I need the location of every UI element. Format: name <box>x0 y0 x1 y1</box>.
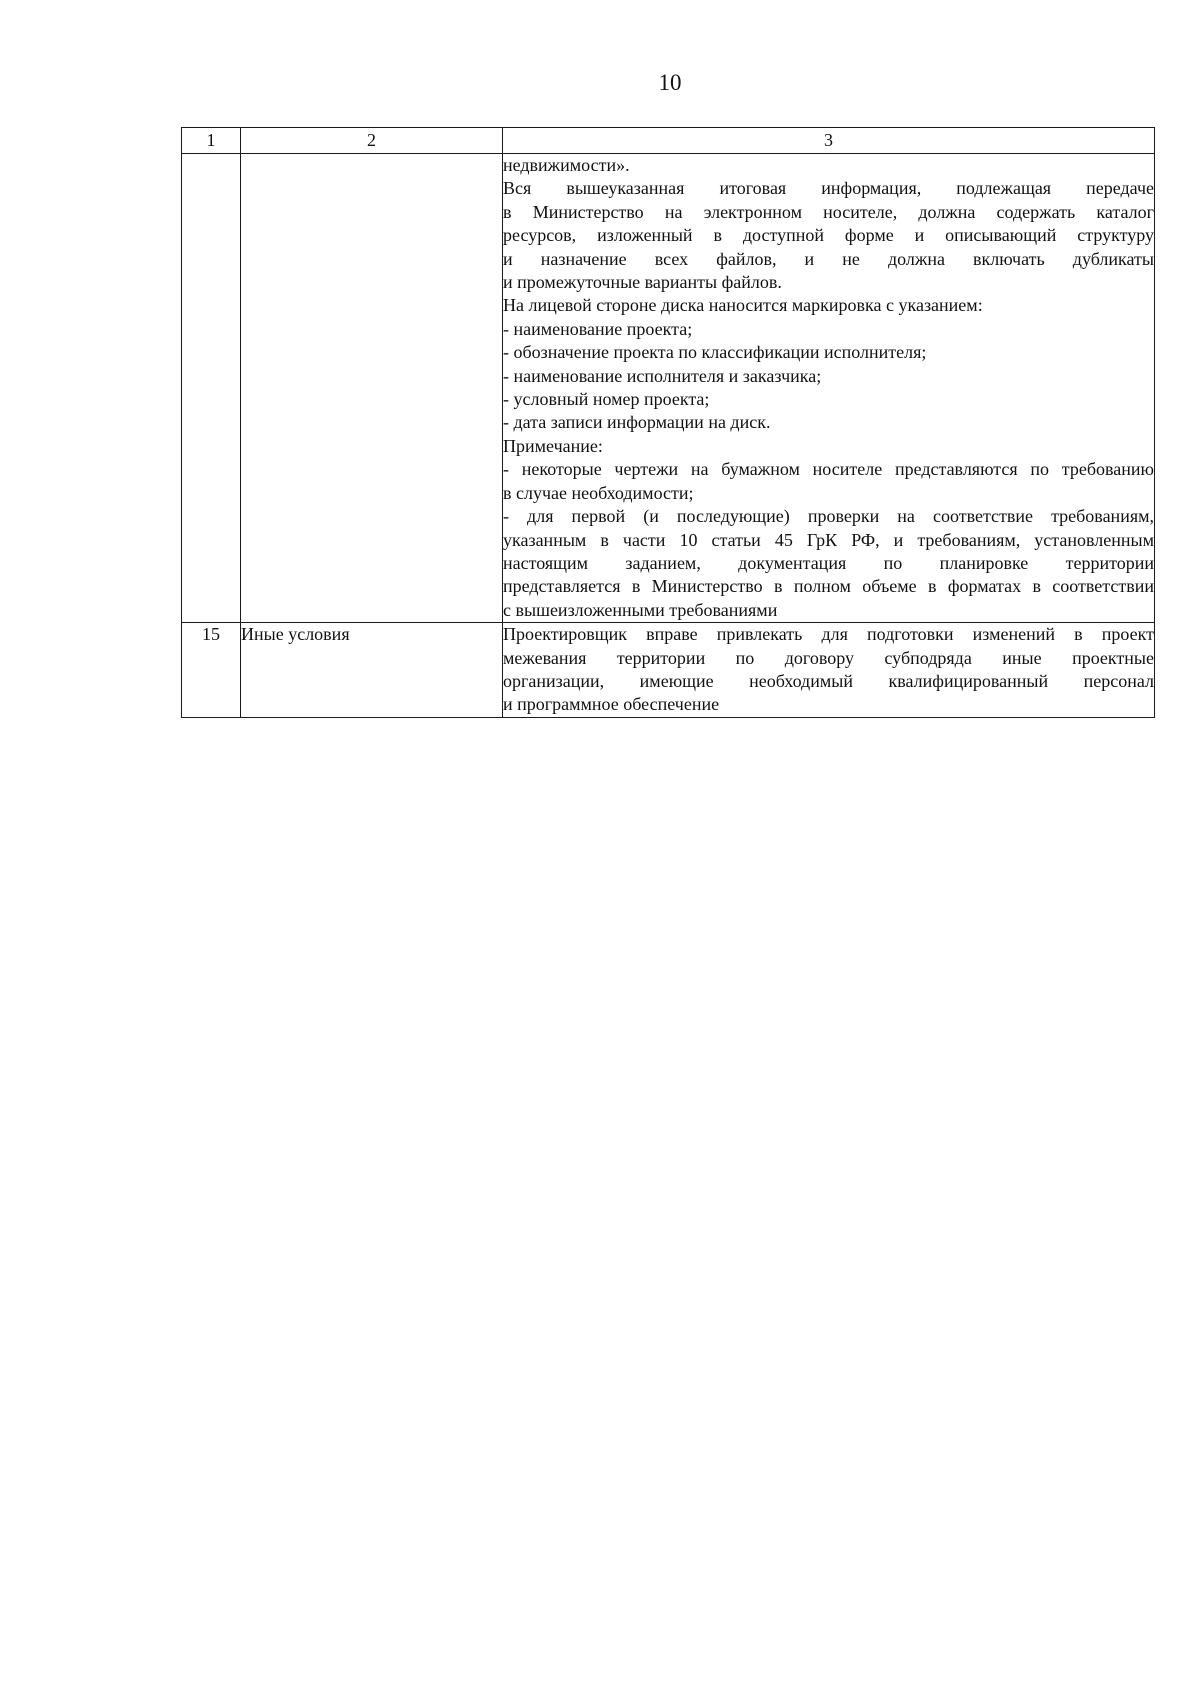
content-line: и назначение всех файлов, и не должна включать дубликаты <box>503 248 1154 269</box>
content-line: указанным в части 10 статьи 45 ГрК РФ, и требованиям, установленным <box>503 529 1154 550</box>
column-header-name: 2 <box>241 128 503 154</box>
content-line: ресурсов, изложенный в доступной форме и описывающий структуру <box>503 225 1154 246</box>
content-line: - условный номер проекта; <box>503 389 710 410</box>
content-line: - некоторые чертежи на бумажном носителе представляются по требованию <box>503 459 1154 480</box>
content-line: представляется в Министерство в полном объеме в форматах в соответствии <box>503 576 1154 597</box>
content-line: недвижимости». <box>503 155 630 175</box>
content-line: Проектировщик вправе привлекать для подготовки изменений в проект <box>503 624 1154 645</box>
row-name-cell <box>241 154 503 623</box>
table-row <box>182 154 1155 623</box>
row-number-cell: 15 <box>182 623 241 718</box>
column-header-number: 1 <box>182 128 241 154</box>
column-header-content: 3 <box>503 128 1155 154</box>
content-line: Вся вышеуказанная итоговая информация, подлежащая передаче <box>503 178 1154 199</box>
content-line: и программное обеспечение <box>503 694 720 715</box>
table-row <box>182 623 1155 718</box>
row-number-cell <box>182 154 241 623</box>
content-line: Примечание: <box>503 435 603 456</box>
content-line: с вышеизложенными требованиями <box>503 599 778 620</box>
content-line: настоящим заданием, документация по планировке территории <box>503 552 1154 573</box>
content-line: межевания территории по договору субподряда иные проектные <box>503 647 1154 668</box>
content-line: и промежуточные варианты файлов. <box>503 272 782 293</box>
content-line: в случае необходимости; <box>503 482 694 503</box>
table-body <box>182 154 1155 718</box>
content-line: - наименование исполнителя и заказчика; <box>503 365 822 386</box>
content-line: в Министерство на электронном носителе, должна содержать каталог <box>503 201 1154 222</box>
content-line: - для первой (и последующие) проверки на соответствие требованиям, <box>503 506 1154 527</box>
row-content-cell <box>503 623 1155 718</box>
page-number: 10 <box>658 70 682 95</box>
content-line: - обозначение проекта по классификации исполнителя; <box>503 342 927 363</box>
table-header-row <box>182 128 1155 154</box>
content-line: На лицевой стороне диска наносится маркировка с указанием: <box>503 295 983 316</box>
row-name-cell: Иные условия <box>241 623 503 718</box>
row-content-cell <box>503 154 1155 623</box>
content-line: - дата записи информации на диск. <box>503 412 771 433</box>
content-line: - наименование проекта; <box>503 318 693 339</box>
content-line: организации, имеющие необходимый квалифицированный персонал <box>503 670 1154 691</box>
requirements-table <box>181 127 1155 718</box>
